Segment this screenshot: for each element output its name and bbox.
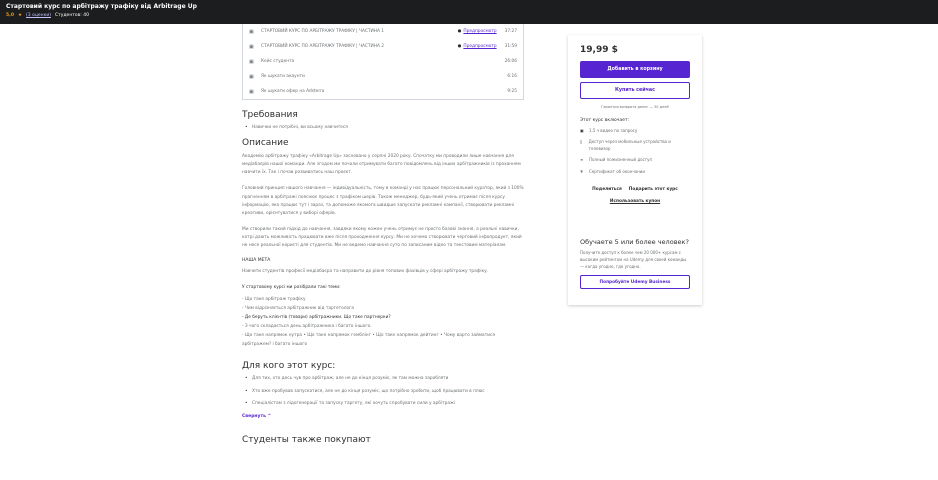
topic-item: - Чим відрізняється арбітражник від таргетолога bbox=[242, 305, 354, 311]
include-item: Доступ через мобильные устройства и телевизор bbox=[588, 139, 671, 151]
video-icon: ▣ bbox=[249, 28, 254, 35]
course-title: Стартовий курс по арбітражу трафіку від Arbitrage Up bbox=[6, 3, 197, 10]
mission-heading: НАША МЕТА bbox=[242, 258, 271, 264]
description-paragraph: Ми створили такий підхід до навчання, завдяки якому кожен учень отримує не просто базові знання, а реальні навички, котрі дають можливість працювати вже після проходження курсу. Ми не хочемо створювати черговий інфопродукт, який не несе реальної користі для студентів. Ми не ведемо навчання суто по записаним відео та текстовим матеріалам. bbox=[242, 226, 522, 249]
reviews-link[interactable]: (3 оценки) bbox=[26, 13, 52, 18]
lecture-title: СТАРТОВИЙ КУРС ПО АРБІТРАЖУ ТРАФІКУ | ЧАСТИНА 2 bbox=[261, 44, 384, 49]
business-heading: Обучаете 5 или более человек? bbox=[580, 238, 689, 246]
description-paragraph: Академію арбітражу трафіку «Arbitrage Up» засновано у серпні 2020 року. Спочатку ми проводили лише навчання для медіабаєрів нашої команди. Але згодом ми почали отримувати багато повідомлень від інших арбітражників із проханням навчити їх. Так і почав розвиватись наш проєкт. bbox=[242, 153, 521, 176]
video-icon: ▣ bbox=[249, 88, 254, 95]
include-item: Сертификат об окончании bbox=[589, 168, 645, 174]
udemy-business-button[interactable]: Попробуйте Udemy Business bbox=[580, 275, 690, 289]
add-to-cart-button[interactable]: Добавить в корзину bbox=[580, 61, 690, 78]
collapse-button[interactable]: Свернуть ^ bbox=[242, 414, 272, 420]
curriculum-list bbox=[242, 24, 524, 100]
course-header bbox=[0, 0, 938, 24]
lecture-duration: 9:25 bbox=[507, 89, 517, 94]
also-bought-heading: Студенты также покупают bbox=[242, 435, 371, 446]
main-content bbox=[242, 24, 524, 450]
share-button[interactable]: Поделиться bbox=[592, 186, 622, 192]
lecture-duration: 26:06 bbox=[504, 59, 517, 64]
lecture-item bbox=[243, 69, 523, 84]
video-icon: ▣ bbox=[249, 58, 254, 65]
video-icon: ▣ bbox=[580, 128, 584, 133]
audience-item: • Хто вже пробував запускатися, але не до кінця розуміє, що потрібно зробити, щоб працювати в плюс bbox=[242, 389, 524, 396]
guarantee-text: Гарантия возврата денег — 30 дней bbox=[601, 105, 669, 109]
rating-value: 5,0 bbox=[6, 13, 14, 18]
lecture-title: Кейс студента bbox=[261, 59, 295, 64]
lecture-duration: 37:27 bbox=[504, 29, 517, 34]
star-icon: ★ bbox=[17, 13, 23, 18]
lecture-item bbox=[243, 84, 523, 99]
mission-text: Навчити студентів професії медіабаєра та направити до рівня топових фахівців у сфері арбітражу трафіку. bbox=[242, 269, 489, 275]
description-paragraph: Головний принцип нашого навчання — індивідуальність, тому в команді у нас працює персональний куратор, який з 100% прагненням в арбітражі пояснює процес з трафіком шерів. Також менеджер, будь-який учень отримає після курсу інформацію, яка працює тут і зараз, та допоможе якомога швидше запускати рекламні кампанії, створювати рекламні креативи, орієнтуватися у виборі оферів. bbox=[242, 186, 524, 216]
lecture-item bbox=[243, 54, 523, 69]
audience-item: • Спеціалістам з лідогенерації та запуску таргету, які хочуть спробувати сили у арбітражі bbox=[242, 401, 524, 408]
audience-item: • Для тих, хто десь чув про арбітраж, але не до кінця розуміє, як там можна заробляти bbox=[242, 376, 524, 383]
audience-heading: Для кого этот курс: bbox=[242, 360, 336, 371]
gift-button[interactable]: Подарить этот курс bbox=[628, 186, 678, 192]
preview-link[interactable]: ● Предпросмотр bbox=[458, 29, 497, 34]
topic-item: - З чого складається день арбітражника і багато іншого. bbox=[242, 323, 372, 329]
include-item: Полный пожизненный доступ bbox=[589, 157, 653, 163]
infinity-icon: ∞ bbox=[580, 157, 584, 163]
topic-item: - Де беруть клієнтів (товари) арбітражники. Що таке партнерки? bbox=[242, 314, 391, 320]
lecture-item[interactable] bbox=[243, 24, 523, 39]
video-icon: ▣ bbox=[249, 43, 254, 50]
video-icon: ▣ bbox=[249, 73, 254, 80]
lecture-duration: 6:16 bbox=[507, 74, 517, 79]
topic-item: - Що таке арбітраж трафіку bbox=[242, 296, 306, 302]
lecture-item[interactable] bbox=[243, 39, 523, 54]
include-item: 1,5 ч видео по запросу bbox=[589, 128, 638, 133]
requirement-item: • Навички не потрібні, ви всьому навчитеся bbox=[242, 125, 524, 132]
business-text: Получите доступ к более чем 20 000+ курсам с высоким рейтингом на Udemy для своей команды — когда угодно, где угодно. bbox=[580, 250, 687, 269]
lecture-title: Як шукати акаунти bbox=[261, 74, 305, 79]
business-promo bbox=[568, 230, 702, 297]
preview-link[interactable]: ● Предпросмотр bbox=[458, 44, 497, 49]
apply-coupon-link[interactable]: Использовать купон bbox=[609, 198, 661, 204]
description-heading: Описание bbox=[242, 137, 289, 148]
price: 19,99 $ bbox=[580, 45, 618, 55]
trophy-icon: ♆ bbox=[580, 168, 584, 174]
students-count: Студентов: 40 bbox=[55, 13, 89, 18]
lecture-title: Як шукати офер на Adsterra bbox=[261, 89, 325, 94]
lecture-title: СТАРТОВИЙ КУРС ПО АРБІТРАЖУ ТРАФІКУ | ЧАСТИНА 1 bbox=[261, 29, 384, 34]
topics-intro: У стартовому курсі ми розібрали такі теми: bbox=[242, 284, 341, 290]
requirements-heading: Требования bbox=[242, 110, 298, 120]
topic-item: - Що таке напрямок нутра • Що таке напрямок гемблінг • Що таке напрямок дейтинг • Чому варто займатися арбітражем? і багато іншого bbox=[242, 332, 495, 347]
lecture-duration: 31:59 bbox=[504, 44, 517, 49]
mobile-icon: ▯ bbox=[580, 139, 583, 145]
buy-now-button[interactable]: Купить сейчас bbox=[580, 82, 690, 99]
includes-heading: Этот курс включает: bbox=[580, 118, 630, 123]
